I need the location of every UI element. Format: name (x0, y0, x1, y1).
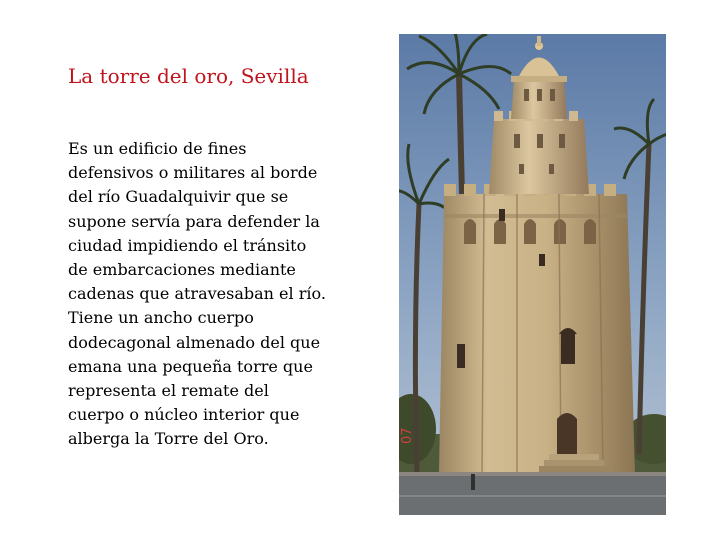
tower-photo (399, 34, 666, 515)
slide-title: La torre del oro, Sevilla (68, 64, 309, 88)
slide-body-text: Es un edificio de fines defensivos o militares al borde del río Guadalquivir que se supone servía para defender la ciudad impidiendo el tránsito de embarcaciones mediante cadenas que atravesaban el río. Tiene un ancho cuerpo dodecagonal almenado del que emana una pequeña torre que representa el remate del cuerpo o núcleo interior que alberga la Torre del Oro. (68, 139, 326, 449)
photo-watermark: 07 (400, 427, 415, 444)
